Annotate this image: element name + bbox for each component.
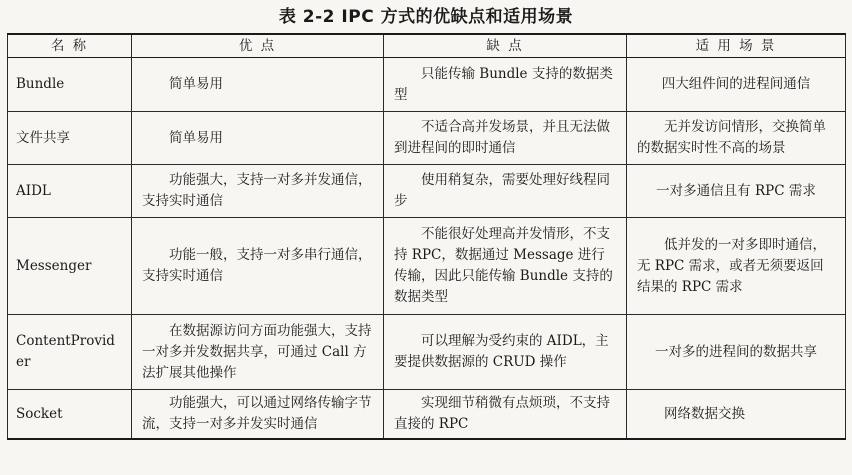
cell-cons: 不能很好处理高并发情形，不支持 RPC，数据通过 Message 进行传输，因此只能传输 Bundle 支持的数据类型 <box>384 218 627 315</box>
table-row <box>8 390 846 440</box>
cell-pros: 功能强大，支持一对多并发通信，支持实时通信 <box>132 165 384 218</box>
cell-scenario: 一对多的进程间的数据共享 <box>627 315 846 390</box>
header-name: 名 称 <box>8 34 132 58</box>
table-row <box>8 218 846 315</box>
header-cons: 缺 点 <box>384 34 627 58</box>
cell-pros: 简单易用 <box>132 58 384 112</box>
cell-pros: 功能一般，支持一对多串行通信，支持实时通信 <box>132 218 384 315</box>
cell-name: Messenger <box>8 218 132 315</box>
cell-cons: 实现细节稍微有点烦琐，不支持直接的 RPC <box>384 390 627 440</box>
cell-cons: 不适合高并发场景，并且无法做到进程间的即时通信 <box>384 112 627 165</box>
table-row <box>8 112 846 165</box>
table-row <box>8 165 846 218</box>
ipc-comparison-table <box>7 33 846 440</box>
cell-name: Bundle <box>8 58 132 112</box>
cell-scenario: 无并发访问情形，交换简单的数据实时性不高的场景 <box>627 112 846 165</box>
cell-name: AIDL <box>8 165 132 218</box>
cell-cons: 只能传输 Bundle 支持的数据类型 <box>384 58 627 112</box>
cell-scenario: 低并发的一对多即时通信，无 RPC 需求，或者无须要返回结果的 RPC 需求 <box>627 218 846 315</box>
cell-name: 文件共享 <box>8 112 132 165</box>
table-caption: 表 2-2 IPC 方式的优缺点和适用场景 <box>278 7 574 27</box>
cell-pros: 功能强大，可以通过网络传输字节流，支持一对多并发实时通信 <box>132 390 384 440</box>
cell-pros: 简单易用 <box>132 112 384 165</box>
header-pros: 优 点 <box>132 34 384 58</box>
cell-cons: 使用稍复杂，需要处理好线程同步 <box>384 165 627 218</box>
table-header-row <box>8 34 846 58</box>
table-row <box>8 315 846 390</box>
cell-pros: 在数据源访问方面功能强大，支持一对多并发数据共享，可通过 Call 方法扩展其他操作 <box>132 315 384 390</box>
cell-name: Socket <box>8 390 132 440</box>
cell-scenario: 四大组件间的进程间通信 <box>627 58 846 112</box>
cell-scenario: 网络数据交换 <box>627 390 846 440</box>
table-row <box>8 58 846 112</box>
cell-cons: 可以理解为受约束的 AIDL，主要提供数据源的 CRUD 操作 <box>384 315 627 390</box>
header-scenario: 适 用 场 景 <box>627 34 846 58</box>
cell-scenario: 一对多通信且有 RPC 需求 <box>627 165 846 218</box>
cell-name: ContentProvider <box>8 315 132 390</box>
